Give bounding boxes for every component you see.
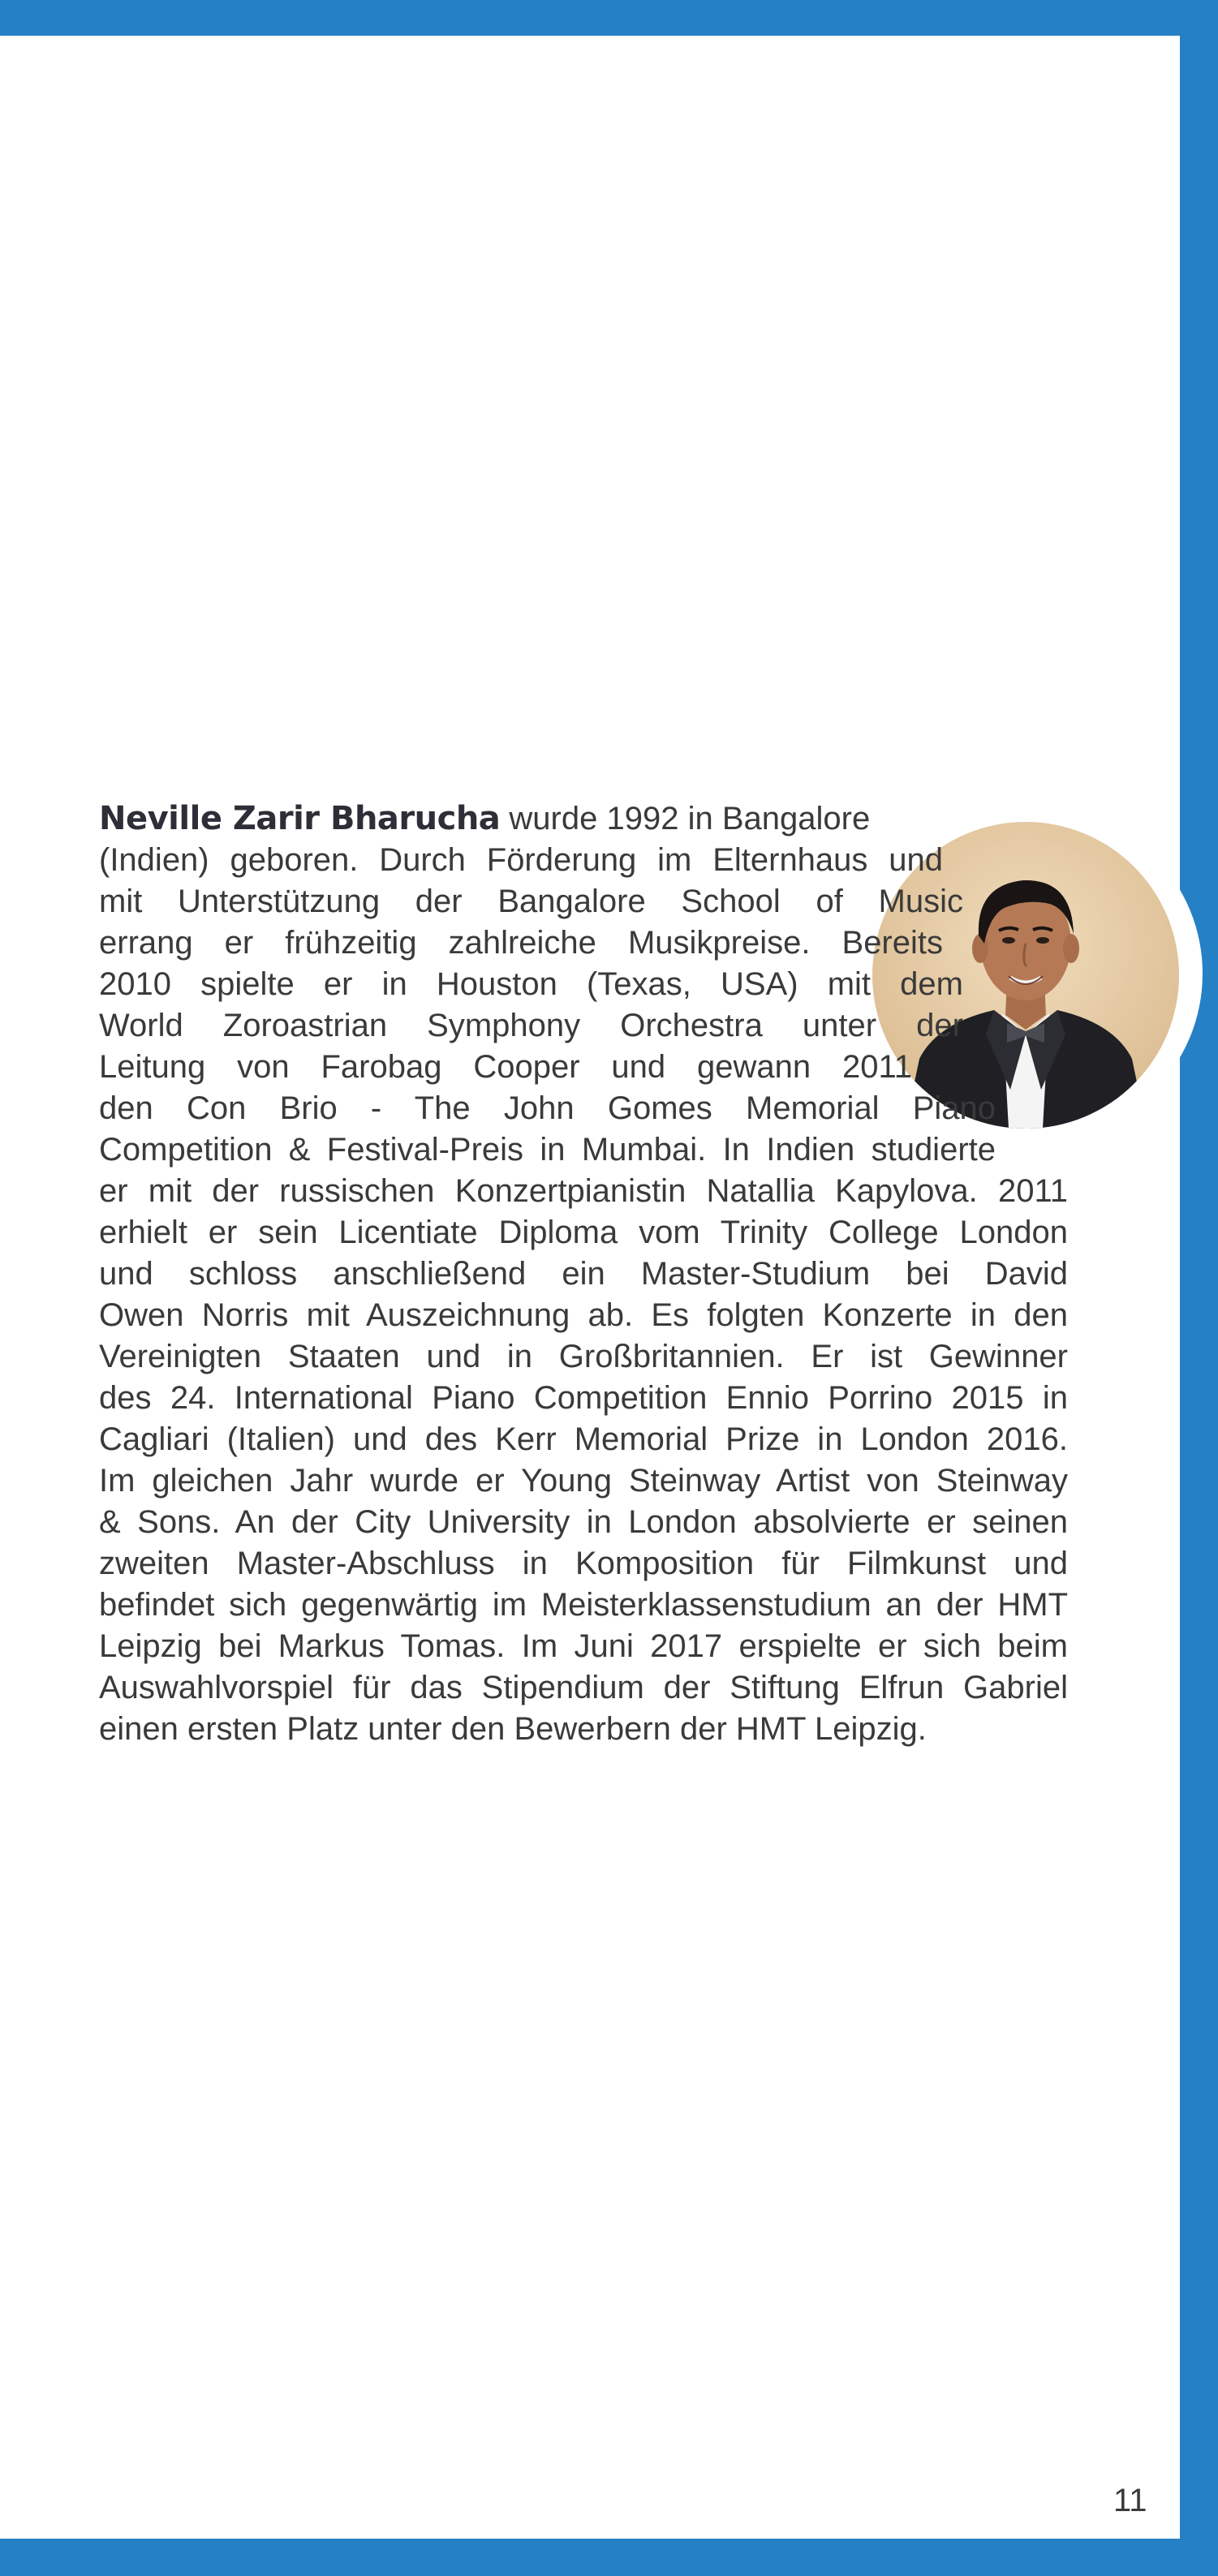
biography-line: World Zoroastrian Symphony Orchestra unter der — [99, 1008, 963, 1043]
biography-line: & Sons. An der City University in London absolvierte er seinen — [99, 1504, 1068, 1540]
page-number: 11 — [1113, 2483, 1147, 2518]
biography-line: 2010 spielte er in Houston (Texas, USA) mit dem — [99, 966, 963, 1002]
biography-line: (Indien) geboren. Durch Förderung im Elternhaus und — [99, 842, 943, 878]
biography-line: Owen Norris mit Auszeichnung ab. Es folgten Konzerte in den — [99, 1297, 1068, 1333]
biography-line: Im gleichen Jahr wurde er Young Steinway Artist von Steinway — [99, 1463, 1068, 1499]
biography-line: einen ersten Platz unter den Bewerbern der HMT Leipzig. — [99, 1711, 927, 1747]
biography-line: zweiten Master-Abschluss in Komposition für Filmkunst und — [99, 1546, 1068, 1581]
biography-line: den Con Brio - The John Gomes Memorial Piano — [99, 1090, 996, 1126]
biography-line: Vereinigten Staaten und in Großbritannien. Er ist Gewinner — [99, 1339, 1068, 1374]
biography-line: Auswahlvorspiel für das Stipendium der Stiftung Elfrun Gabriel — [99, 1670, 1068, 1705]
artist-name: Neville Zarir Bharucha — [99, 800, 501, 837]
biography-line: erhielt er sein Licentiate Diploma vom Trinity College London — [99, 1215, 1068, 1250]
biography-line: des 24. International Piano Competition Ennio Porrino 2015 in — [99, 1380, 1068, 1416]
biography-line: Leipzig bei Markus Tomas. Im Juni 2017 erspielte er sich beim — [99, 1628, 1068, 1664]
biography-line: er mit der russischen Konzertpianistin Natallia Kapylova. 2011 — [99, 1173, 1068, 1209]
page-frame-bottom — [0, 2539, 1218, 2576]
biography-line: Competition & Festival-Preis in Mumbai. In Indien studierte — [99, 1132, 996, 1168]
biography-line: mit Unterstützung der Bangalore School of Music — [99, 884, 963, 919]
page-frame-top — [0, 0, 1218, 36]
page-frame-right — [1180, 0, 1218, 2576]
biography-line: befindet sich gegenwärtig im Meisterklassenstudium an der HMT — [99, 1587, 1068, 1623]
biography-line: Cagliari (Italien) und des Kerr Memorial Prize in London 2016. — [99, 1421, 1068, 1457]
biography-line: Neville Zarir Bharucha wurde 1992 in Bangalore — [99, 800, 871, 837]
biography-line: und schloss anschließend ein Master-Studium bei David — [99, 1256, 1068, 1292]
biography-line: Leitung von Farobag Cooper und gewann 2011 — [99, 1049, 912, 1085]
biography-line: errang er frühzeitig zahlreiche Musikpreise. Bereits — [99, 925, 943, 961]
biography-text — [99, 798, 1068, 1750]
